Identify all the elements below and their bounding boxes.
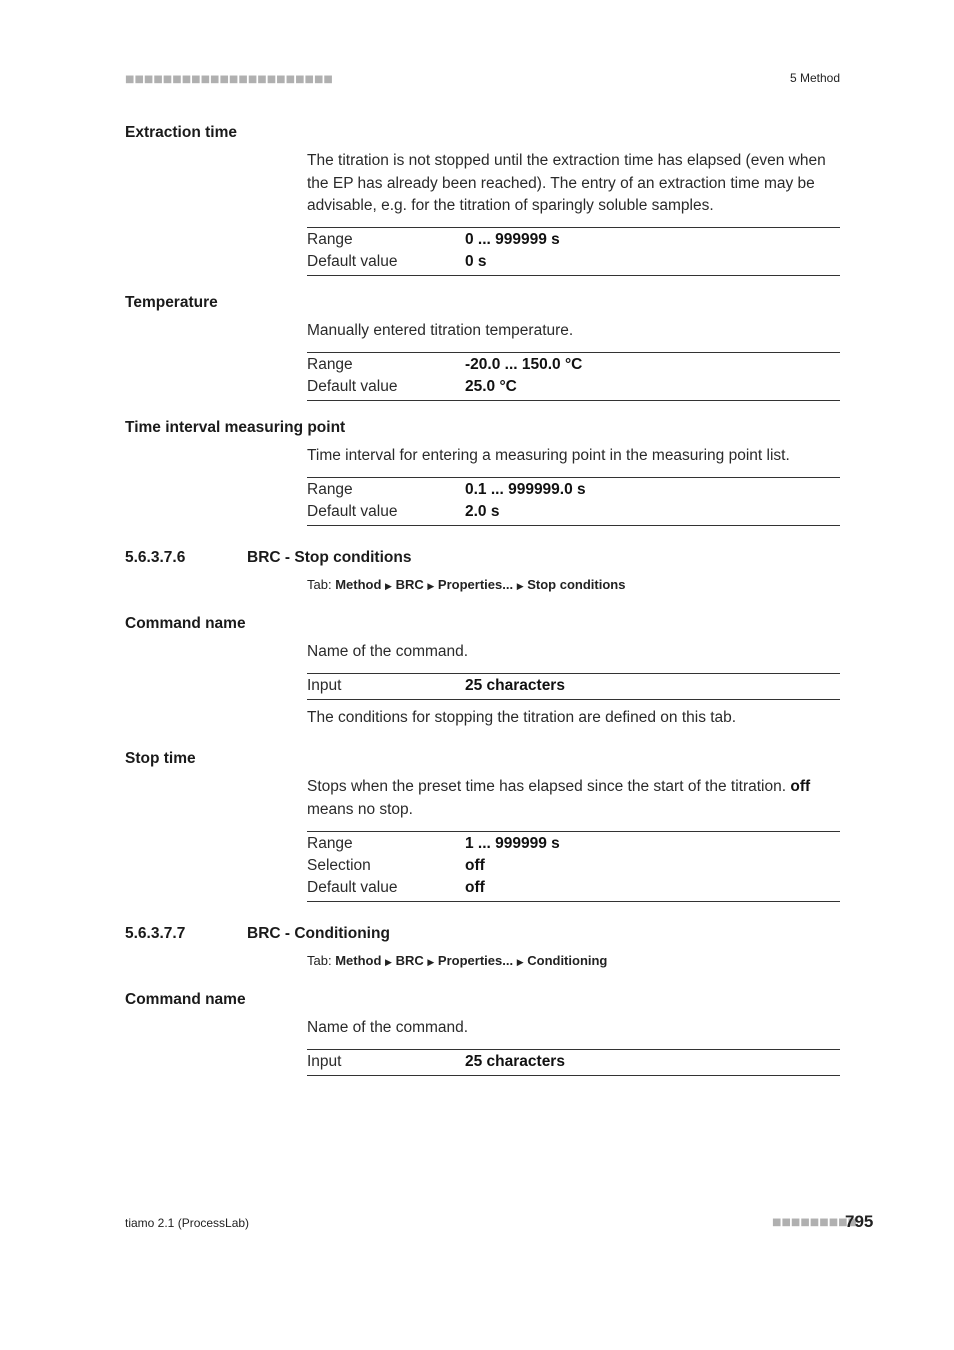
table-row: [307, 479, 840, 501]
row-label: Input: [307, 1053, 342, 1070]
chapter-title: 5 Method: [789, 71, 840, 85]
param-table-command-name-cond: [307, 1049, 840, 1076]
row-value: off: [465, 879, 485, 896]
arrow-right-icon: ▶: [427, 581, 435, 591]
param-table-extraction-time: [307, 227, 840, 276]
row-label: Selection: [307, 857, 371, 874]
row-value: 2.0 s: [465, 503, 500, 520]
tab-path-item: Method: [335, 577, 382, 592]
section-title-stop: BRC - Stop conditions: [247, 549, 412, 566]
row-value: 25 characters: [465, 677, 565, 694]
row-value: off: [465, 857, 485, 874]
arrow-right-icon: ▶: [516, 581, 524, 591]
tab-path-item: Properties...: [437, 953, 514, 968]
param-title-command-name-cond: Command name: [125, 991, 246, 1008]
row-label: Default value: [307, 253, 398, 270]
param-title-stop-time: Stop time: [125, 750, 196, 767]
table-row: [307, 229, 840, 251]
row-value: 0 ... 999999 s: [465, 231, 560, 248]
param-desc-command-name-cond: Name of the command.: [307, 1019, 469, 1036]
tab-path-stop: [307, 577, 625, 592]
param-title-command-name: Command name: [125, 615, 246, 632]
section-number-cond: 5.6.3.7.7: [125, 925, 186, 942]
param-desc-stop-time: [307, 776, 847, 821]
param-table-command-name: [307, 673, 840, 700]
param-title-temperature: Temperature: [125, 294, 218, 311]
row-value: 1 ... 999999 s: [465, 835, 560, 852]
param-title-extraction-time: Extraction time: [125, 124, 237, 141]
section-title-cond: BRC - Conditioning: [247, 925, 390, 942]
arrow-right-icon: ▶: [427, 957, 435, 967]
row-value: 25.0 °C: [465, 378, 517, 395]
table-row: [307, 877, 840, 899]
tab-path-cond: [307, 953, 607, 968]
row-label: Default value: [307, 503, 398, 520]
row-value: -20.0 ... 150.0 °C: [465, 356, 583, 373]
section-note: The conditions for stopping the titration are defined on this tab.: [307, 709, 737, 726]
param-table-temperature: [307, 352, 840, 401]
section-number-stop: 5.6.3.7.6: [125, 549, 186, 566]
row-value: 0 s: [465, 253, 487, 270]
param-title-time-interval: Time interval measuring point: [125, 419, 346, 436]
row-label: Default value: [307, 879, 398, 896]
table-row: [307, 354, 840, 376]
row-label: Range: [307, 835, 353, 852]
row-label: Range: [307, 356, 353, 373]
row-value: 0.1 ... 999999.0 s: [465, 481, 586, 498]
tab-path-item: Conditioning: [527, 953, 608, 968]
tab-path-item: BRC: [395, 953, 424, 968]
row-value: 25 characters: [465, 1053, 565, 1070]
param-desc-command-name: Name of the command.: [307, 643, 469, 660]
row-label: Input: [307, 677, 342, 694]
tab-prefix: Tab:: [307, 953, 336, 968]
row-label: Range: [307, 481, 353, 498]
table-row: [307, 376, 840, 398]
table-row: [307, 855, 840, 877]
tab-path-item: BRC: [395, 577, 424, 592]
tab-path-item: Stop conditions: [527, 577, 626, 592]
param-desc-temperature: Manually entered titration temperature.: [307, 322, 574, 339]
param-desc-extraction-time: The titration is not stopped until the extraction time has elapsed (even when the EP has already been reached). The entry of an extraction time may be advisable, e.g. for the titration of sparingly soluble samples.: [307, 152, 826, 214]
tab-prefix: Tab:: [307, 577, 336, 592]
desc-keyword: off: [790, 778, 811, 795]
row-label: Range: [307, 231, 353, 248]
table-row: [307, 1051, 840, 1073]
table-row: [307, 501, 840, 523]
arrow-right-icon: ▶: [385, 957, 392, 967]
arrow-right-icon: ▶: [385, 581, 392, 591]
param-desc-time-interval: Time interval for entering a measuring point in the measuring point list.: [307, 447, 790, 464]
page-number: 795: [845, 1212, 874, 1231]
header-decoration: ■■■■■■■■■■■■■■■■■■■■■■: [125, 74, 333, 85]
arrow-right-icon: ▶: [516, 957, 524, 967]
param-table-time-interval: [307, 477, 840, 526]
desc-text: means no stop.: [307, 800, 413, 818]
table-row: [307, 675, 840, 697]
table-row: [307, 251, 840, 273]
tab-path-item: Properties...: [437, 577, 514, 592]
table-row: [307, 833, 840, 855]
param-table-stop-time: [307, 831, 840, 902]
tab-path-item: Method: [335, 953, 382, 968]
footer-decoration: ■■■■■■■■■: [772, 1217, 858, 1228]
row-label: Default value: [307, 378, 398, 395]
desc-text: Stops when the preset time has elapsed since the start of the titration.: [307, 778, 791, 795]
product-name: tiamo 2.1 (ProcessLab): [125, 1216, 250, 1230]
